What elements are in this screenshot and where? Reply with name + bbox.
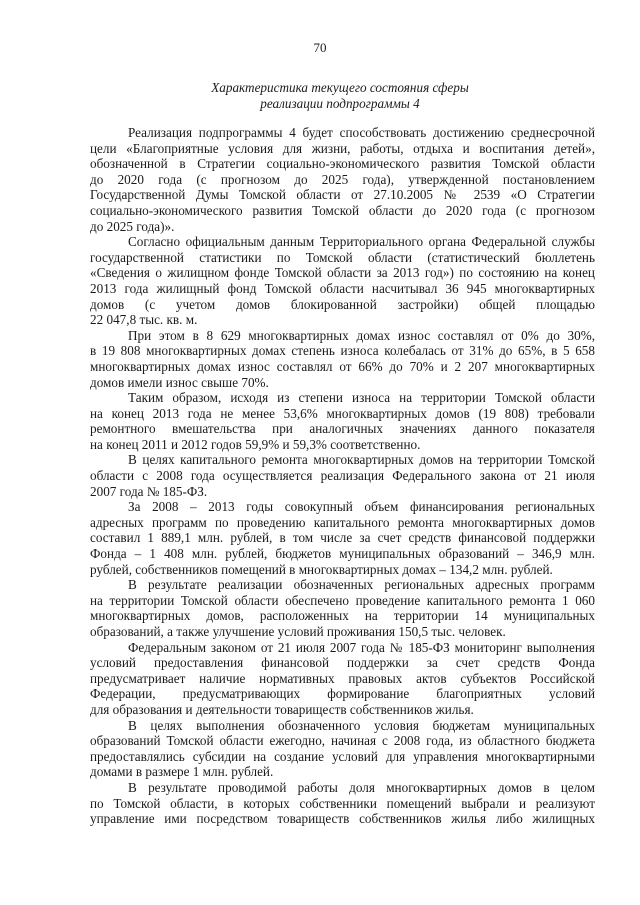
text-line: За 2008 – 2013 годы совокупный объем финансирования региональных	[128, 499, 595, 515]
text-line: В результате реализации обозначенных региональных адресных программ	[128, 577, 595, 593]
document-body	[90, 125, 595, 827]
paragraph	[90, 390, 595, 452]
text-line: до 2025 года)».	[90, 218, 175, 234]
paragraph	[90, 577, 595, 639]
text-line: В результате проводимой работы доля многоквартирных домов в целом	[128, 779, 595, 795]
text-line: Федерации, предусматривающих формирование благоприятных условий	[90, 686, 595, 702]
text-line: При этом в 8 629 многоквартирных домах износ составлял от 0% до 30%,	[128, 327, 595, 343]
text-line: для образования и деятельности товариществ собственников жилья.	[90, 701, 474, 717]
paragraph	[90, 780, 595, 827]
text-line: образований Томской области ежегодно, начиная с 2008 года, из областного бюджета	[90, 733, 595, 749]
text-line: Фонда – 1 408 млн. рублей, бюджетов муниципальных образований – 346,9 млн.	[90, 546, 595, 562]
paragraph	[90, 718, 595, 780]
text-line: на конец 2013 года не менее 53,6% многоквартирных домов (19 808) требовали	[90, 405, 595, 421]
text-line: Федеральным законом от 21 июля 2007 года № 185-ФЗ мониторинг выполнения	[128, 639, 595, 655]
text-line: 2013 года жилищный фонд Томской области насчитывал 36 945 многоквартирных	[90, 280, 595, 296]
paragraph	[90, 640, 595, 718]
text-line: многоквартирных домов, расположенных на территории 14 муниципальных	[90, 608, 595, 624]
text-line: государственной статистики по Томской области (статистический бюллетень	[90, 249, 595, 265]
paragraph	[90, 452, 595, 499]
text-line: В целях капитального ремонта многоквартирных домов на территории Томской	[128, 452, 595, 468]
text-line: домов (с учетом домов блокированной застройки) общей площадью	[90, 296, 595, 312]
text-line: до 2020 года (с прогнозом до 2025 года), утвержденной постановлением	[90, 171, 595, 187]
text-line: управление ими посредством товариществ собственников жилья либо жилищных	[90, 811, 595, 827]
text-line: составил 1 889,1 млн. рублей, в том числе за счет средств финансовой поддержки	[90, 530, 595, 546]
text-line: социально-экономического развития Томской области до 2020 года (с прогнозом	[90, 202, 595, 218]
text-line: образований, а также улучшение условий проживания 150,5 тыс. человек.	[90, 624, 506, 639]
text-line: условий предоставления финансовой поддержки за счет средств Фонда	[90, 655, 595, 671]
page-number: 70	[313, 40, 327, 55]
paragraph	[90, 499, 595, 577]
text-line: области с 2008 года осуществляется реализация Федерального закона от 21 июля	[90, 468, 595, 484]
text-line: домами в размере 1 млн. рублей.	[90, 764, 274, 780]
text-line: Согласно официальным данным Территориального органа Федеральной службы	[128, 234, 595, 250]
heading-line: реализации подпрограммы 4	[260, 95, 420, 111]
text-line: по Томской области, в которых собственники помещений выбрали и реализуют	[90, 795, 595, 811]
text-line: на конец 2011 и 2012 годов 59,9% и 59,3% соответственно.	[90, 436, 421, 452]
text-line: Таким образом, исходя из степени износа на территории Томской области	[128, 390, 595, 406]
text-line: домов имели износ свыше 70%.	[90, 374, 269, 390]
paragraph	[90, 125, 595, 234]
paragraph	[90, 328, 595, 390]
text-line: Государственной Думы Томской области от 27.10.2005 № 2539 «О Стратегии	[90, 187, 595, 203]
text-line: Реализация подпрограммы 4 будет способствовать достижению среднесрочной	[128, 125, 595, 140]
text-line: ремонтного вмешательства при аналогичных значениях данного показателя	[90, 421, 595, 437]
text-line: в 19 808 многоквартирных домах степень износа колебалась от 31% до 65%, в 5 658	[90, 343, 595, 359]
text-line: предусматривает наличие нормативных правовых актов субъектов Российской	[90, 670, 595, 686]
text-line: 2007 года № 185-ФЗ.	[90, 483, 208, 499]
text-line: многоквартирных домах износ составлял от 66% до 70% и 2 207 многоквартирных	[90, 358, 595, 374]
text-line: адресных программ по проведению капитального ремонта многоквартирных домов	[90, 514, 595, 530]
text-line: предоставлялись субсидии на создание условий для управления многоквартирными	[90, 748, 595, 764]
text-line: рублей, собственников помещений в многоквартирных домах – 134,2 млн. рублей.	[90, 561, 553, 577]
text-line: цели «Благоприятные условия для жизни, работы, отдыха и воспитания детей»,	[90, 140, 595, 156]
text-line: «Сведения о жилищном фонде Томской области за 2013 год») по состоянию на конец	[90, 265, 595, 281]
text-line: обозначенной в Стратегии социально-экономического развития Томской области	[90, 156, 595, 172]
paragraph	[90, 234, 595, 328]
text-line: 22 047,8 тыс. кв. м.	[90, 312, 198, 328]
text-line: на территории Томской области обеспечено проведение капитального ремонта 1 060	[90, 592, 595, 608]
heading-line: Характеристика текущего состояния сферы	[211, 80, 469, 95]
text-line: В целях выполнения обозначенного условия бюджетам муниципальных	[128, 717, 595, 733]
section-heading	[90, 80, 590, 111]
